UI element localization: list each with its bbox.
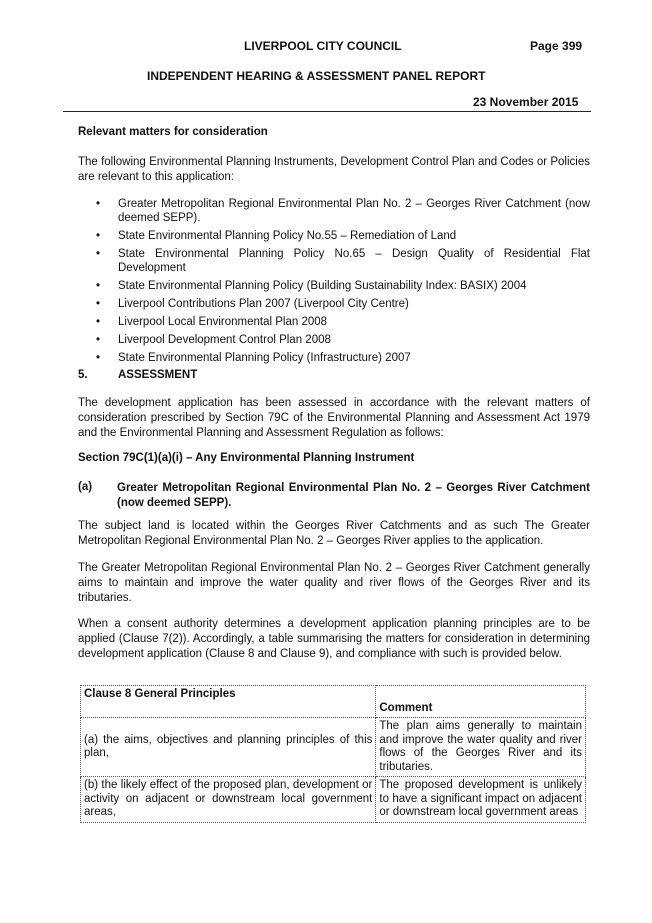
- report-date: 23 November 2015: [473, 95, 579, 109]
- bullet-icon: •: [96, 298, 101, 310]
- section-heading: Section 79C(1)(a)(i) – Any Environmental Planning Instrument: [78, 452, 415, 464]
- assessment-paragraph: The development application has been assessed in accordance with the relevant matters of consideration prescribed by Section 79C of the Environmental Planning and Assessment Act 1979 and the Environmental Planning and Assessment Regulation as follows:: [78, 397, 590, 439]
- paragraph-aims: The Greater Metropolitan Regional Environmental Plan No. 2 – Georges River Catchment generally aims to maintain and improve the water quality and river flows of the Georges River and its tributaries.: [78, 562, 590, 604]
- bullet-icon: •: [96, 334, 101, 346]
- list-item: • State Environmental Planning Policy No.55 – Remediation of Land: [96, 230, 457, 242]
- assessment-number: 5.: [78, 369, 88, 381]
- list-item: • State Environmental Planning Policy No.65 – Design Quality of Residential Flat Development: [96, 248, 590, 274]
- paragraph-principles: When a consent authority determines a development application planning principles are to be applied (Clause 7(2)). Accordingly, a table summarising the matters for consideration in determining development application (Clause 8 and Clause 9), and compliance with such is provided below.: [78, 618, 590, 660]
- list-item: • Greater Metropolitan Regional Environmental Plan No. 2 – Georges River Catchment (now deemed SEPP).: [96, 198, 590, 224]
- table-cell-principle: (a) the aims, objectives and planning principles of this plan,: [81, 718, 376, 777]
- table-row: [81, 777, 586, 823]
- list-item: • State Environmental Planning Policy (Building Sustainability Index: BASIX) 2004: [96, 280, 527, 292]
- bullet-icon: •: [96, 280, 101, 292]
- council-name: LIVERPOOL CITY COUNCIL: [244, 39, 402, 53]
- list-item: • State Environmental Planning Policy (Infrastructure) 2007: [96, 352, 411, 364]
- bullet-icon: •: [96, 352, 101, 364]
- clause-8-table: [80, 685, 586, 823]
- page-number: Page 399: [530, 39, 583, 53]
- bullet-icon: •: [96, 248, 101, 260]
- column-header-comment: Comment: [376, 686, 586, 718]
- instrument-list: [78, 197, 590, 369]
- table-row: [81, 718, 586, 777]
- assessment-title: ASSESSMENT: [118, 369, 198, 381]
- report-title: INDEPENDENT HEARING & ASSESSMENT PANEL REPORT: [147, 69, 486, 83]
- bullet-icon: •: [96, 316, 101, 328]
- list-item: • Liverpool Local Environmental Plan 2008: [96, 316, 328, 328]
- list-item: • Liverpool Development Control Plan 2008: [96, 334, 331, 346]
- list-item: • Liverpool Contributions Plan 2007 (Liverpool City Centre): [96, 298, 409, 310]
- bullet-icon: •: [96, 230, 101, 242]
- table-header-row: [81, 686, 586, 718]
- relevant-intro: The following Environmental Planning Instruments, Development Control Plan and Codes or Policies are relevant to this application:: [78, 156, 590, 183]
- table-cell-principle: (b) the likely effect of the proposed plan, development or activity on adjacent or downstream local government areas,: [81, 777, 376, 823]
- sub-title: Greater Metropolitan Regional Environmental Plan No. 2 – Georges River Catchment (now deemed SEPP).: [117, 482, 590, 509]
- table-cell-comment: The proposed development is unlikely to have a significant impact on adjacent or downstream local government areas: [376, 777, 586, 823]
- bullet-icon: •: [96, 198, 101, 210]
- table-cell-comment: The plan aims generally to maintain and improve the water quality and river flows of the Georges River and its tributaries.: [376, 718, 586, 777]
- sub-label: (a): [78, 481, 93, 493]
- paragraph-catchment: The subject land is located within the Georges River Catchments and as such The Greater Metropolitan Regional Environmental Plan No. 2 – Georges River applies to the application.: [78, 520, 590, 547]
- header-divider: [63, 111, 591, 112]
- column-header-principles: Clause 8 General Principles: [81, 686, 376, 718]
- relevant-heading: Relevant matters for consideration: [78, 126, 268, 138]
